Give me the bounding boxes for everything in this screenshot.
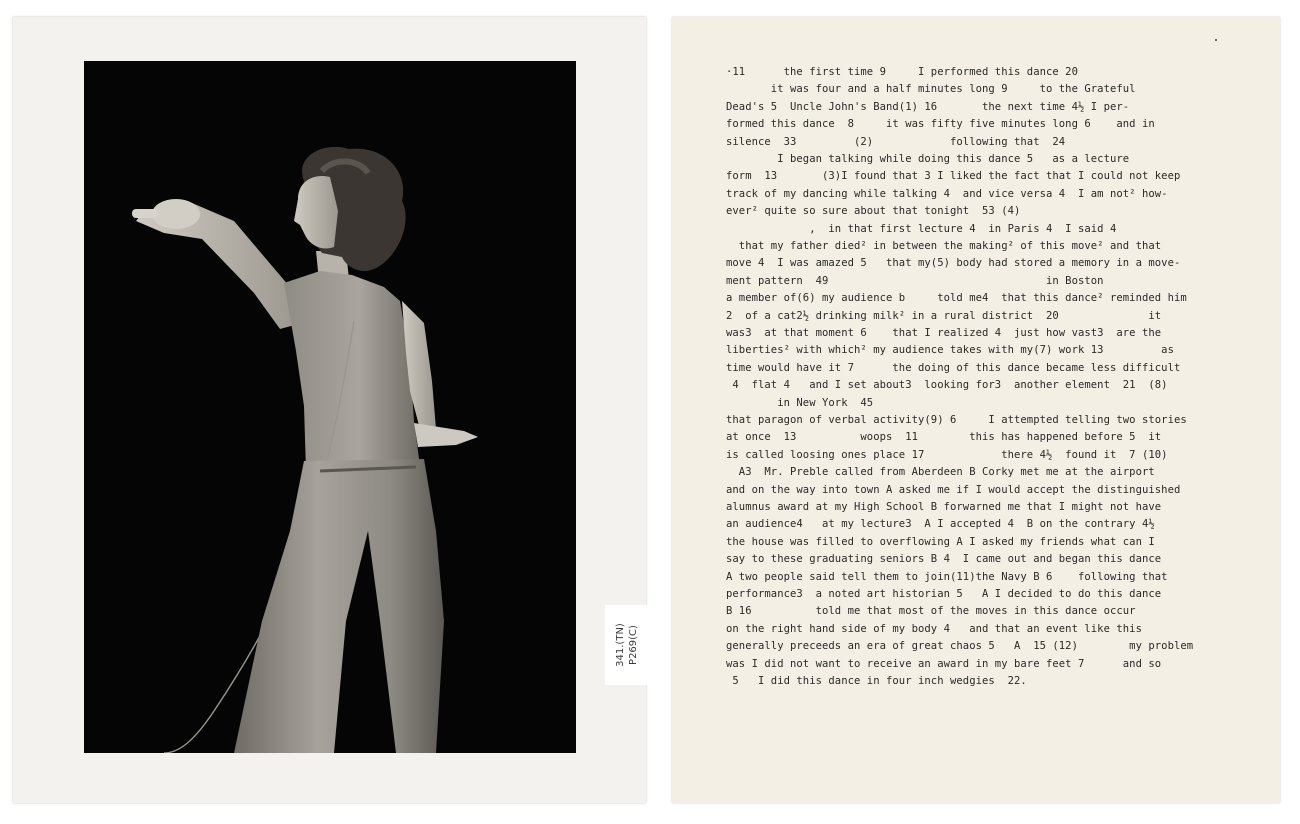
transcript-line: generally preceeds an era of great chaos 5 A 15 (12) my problem <box>726 640 1194 653</box>
transcript-line: liberties² with which² my audience takes with my(7) work 13 as <box>726 344 1174 357</box>
transcript-line: silence 33 (2) following that 24 <box>726 135 1066 148</box>
archive-catalog-note <box>605 605 649 685</box>
transcript-line: form 13 (3)I found that 3 I liked the fact that I could not keep <box>726 170 1181 183</box>
transcript-line: the house was filled to overflowing A I asked my friends what can I <box>726 535 1155 548</box>
archive-catalog-text: 341.(TN) P269(C) <box>615 623 639 667</box>
performance-photo <box>84 61 576 753</box>
page-mark-dot <box>1215 39 1217 41</box>
transcript-line: on the right hand side of my body 4 and that an event like this <box>726 622 1142 635</box>
transcript-line: that my father died² in between the making² of this move² and that <box>726 240 1162 252</box>
transcript-line: was3 at that moment 6 that I realized 4 just how vast3 are the <box>726 327 1162 339</box>
typewritten-transcript-page <box>672 17 1280 803</box>
transcript-line: ment pattern 49 in Boston <box>726 274 1104 287</box>
transcript-line: track of my dancing while talking 4 and vice versa 4 I am not² how- <box>726 187 1168 200</box>
transcript-line: A3 Mr. Preble called from Aberdeen B Corky met me at the airport <box>726 466 1155 479</box>
transcript-line: 4 flat 4 and I set about3 looking for3 another element 21 (8) <box>726 379 1168 392</box>
transcript-line: at once 13 woops 11 this has happened before 5 it <box>726 431 1162 444</box>
transcript-line: I began talking while doing this dance 5 as a lecture <box>726 153 1130 165</box>
transcript-line: B 16 told me that most of the moves in this dance occur <box>726 605 1136 618</box>
transcript-line: an audience4 at my lecture3 A I accepted 4 B on the contrary 4½ <box>726 518 1155 531</box>
transcript-line: performance3 a noted art historian 5 A I decided to do this dance <box>726 588 1162 600</box>
transcript-line: time would have it 7 the doing of this dance became less difficult <box>726 361 1181 374</box>
transcript-line: ever² quite so sure about that tonight 53 (4) <box>726 205 1021 218</box>
transcript-line: alumnus award at my High School B forwarned me that I might not have <box>726 501 1162 513</box>
transcript-line: and on the way into town A asked me if I would accept the distinguished <box>726 483 1181 496</box>
transcript-line: a member of(6) my audience b told me4 that this dance² reminded him <box>726 292 1187 305</box>
dancer-figure <box>84 61 576 753</box>
transcript-line: Dead's 5 Uncle John's Band(1) 16 the next time 4½ I per- <box>726 100 1130 113</box>
transcript-line: , in that first lecture 4 in Paris 4 I said 4 <box>726 222 1117 235</box>
transcript-line: 5 I did this dance in four inch wedgies 22. <box>726 675 1027 687</box>
transcript-line: in New York 45 <box>726 396 874 409</box>
transcript-line: formed this dance 8 it was fifty five minutes long 6 and in <box>726 118 1155 131</box>
transcript-line: that paragon of verbal activity(9) 6 I attempted telling two stories <box>726 414 1187 426</box>
transcript-line: ·11 the first time 9 I performed this dance 20 <box>726 66 1078 78</box>
photo-print <box>13 17 646 803</box>
transcript-line: A two people said tell them to join(11)the Navy B 6 following that <box>726 570 1168 583</box>
transcript-line: was I did not want to receive an award in my bare feet 7 and so <box>726 657 1162 670</box>
transcript-line: 2 of a cat2½ drinking milk² in a rural district 20 it <box>726 309 1162 322</box>
transcript-line: say to these graduating seniors B 4 I came out and began this dance <box>726 553 1162 566</box>
transcript-line: move 4 I was amazed 5 that my(5) body had stored a memory in a move- <box>726 257 1181 270</box>
transcript-line: it was four and a half minutes long 9 to the Grateful <box>726 83 1136 96</box>
transcript-line: is called loosing ones place 17 there 4½ found it 7 (10) <box>726 448 1168 461</box>
